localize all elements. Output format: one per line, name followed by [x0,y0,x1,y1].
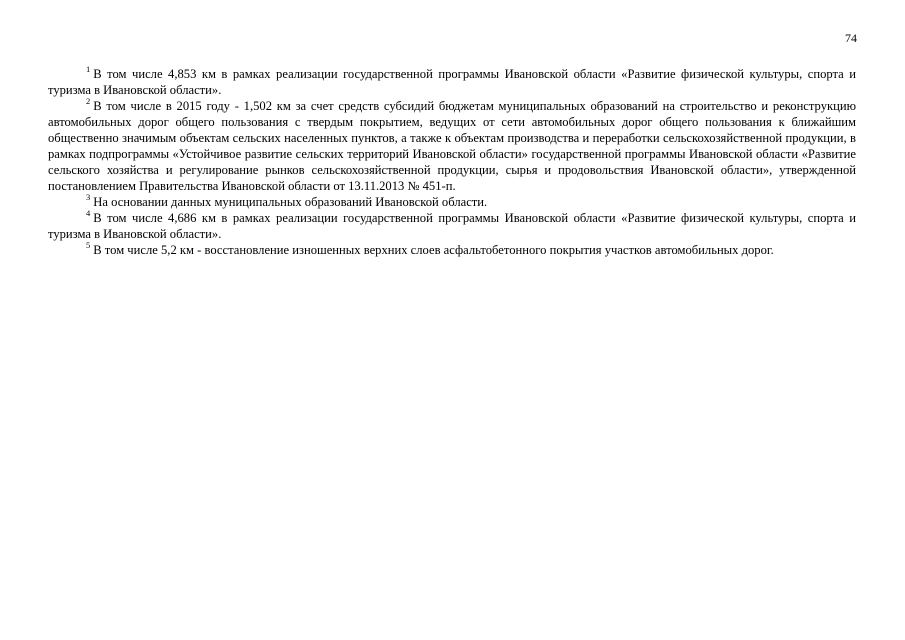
page-number: 74 [845,31,857,45]
footnote-2 [48,98,856,194]
footnote-text-2: В том числе в 2015 году - 1,502 км за счет средств субсидий бюджетам муниципальных образований на строительство и реконструкцию автомобильных дорог общего пользования с твердым покрытием, ведущих от сети автомобильных дорог общего пользования к ближайшим общественно значимым объектам сельских населенных пунктов, а также к объектам производства и переработки сельскохозяйственной продукции, в рамках подпрограммы «Устойчивое развитие сельских территорий Ивановской области» государственной программы Ивановской области «Развитие сельского хозяйства и регулирование рынков сельскохозяйственной продукции, сырья и продовольствия Ивановской области», утвержденной постановлением Правительства Ивановской области от 13.11.2013 № 451-п. [48,99,856,193]
footnote-mark-2: 2 [86,96,91,106]
footnote-mark-3: 3 [86,192,91,202]
footnote-mark-4: 4 [86,208,91,218]
footnotes-section [48,66,856,258]
footnote-text-1: В том числе 4,853 км в рамках реализации государственной программы Ивановской области «Развитие физической культуры, спорта и туризма в Ивановской области». [48,67,856,97]
footnote-text-5: В том числе 5,2 км - восстановление изношенных верхних слоев асфальтобетонного покрытия участков автомобильных дорог. [93,243,774,257]
footnote-1 [48,66,856,98]
footnote-mark-5: 5 [86,240,91,250]
footnote-4 [48,210,856,242]
footnote-mark-1: 1 [86,64,91,74]
footnote-5 [48,242,856,258]
footnote-text-3: На основании данных муниципальных образований Ивановской области. [93,195,488,209]
footnote-3 [48,194,856,210]
footnote-text-4: В том числе 4,686 км в рамках реализации государственной программы Ивановской области «Развитие физической культуры, спорта и туризма в Ивановской области». [48,211,856,241]
